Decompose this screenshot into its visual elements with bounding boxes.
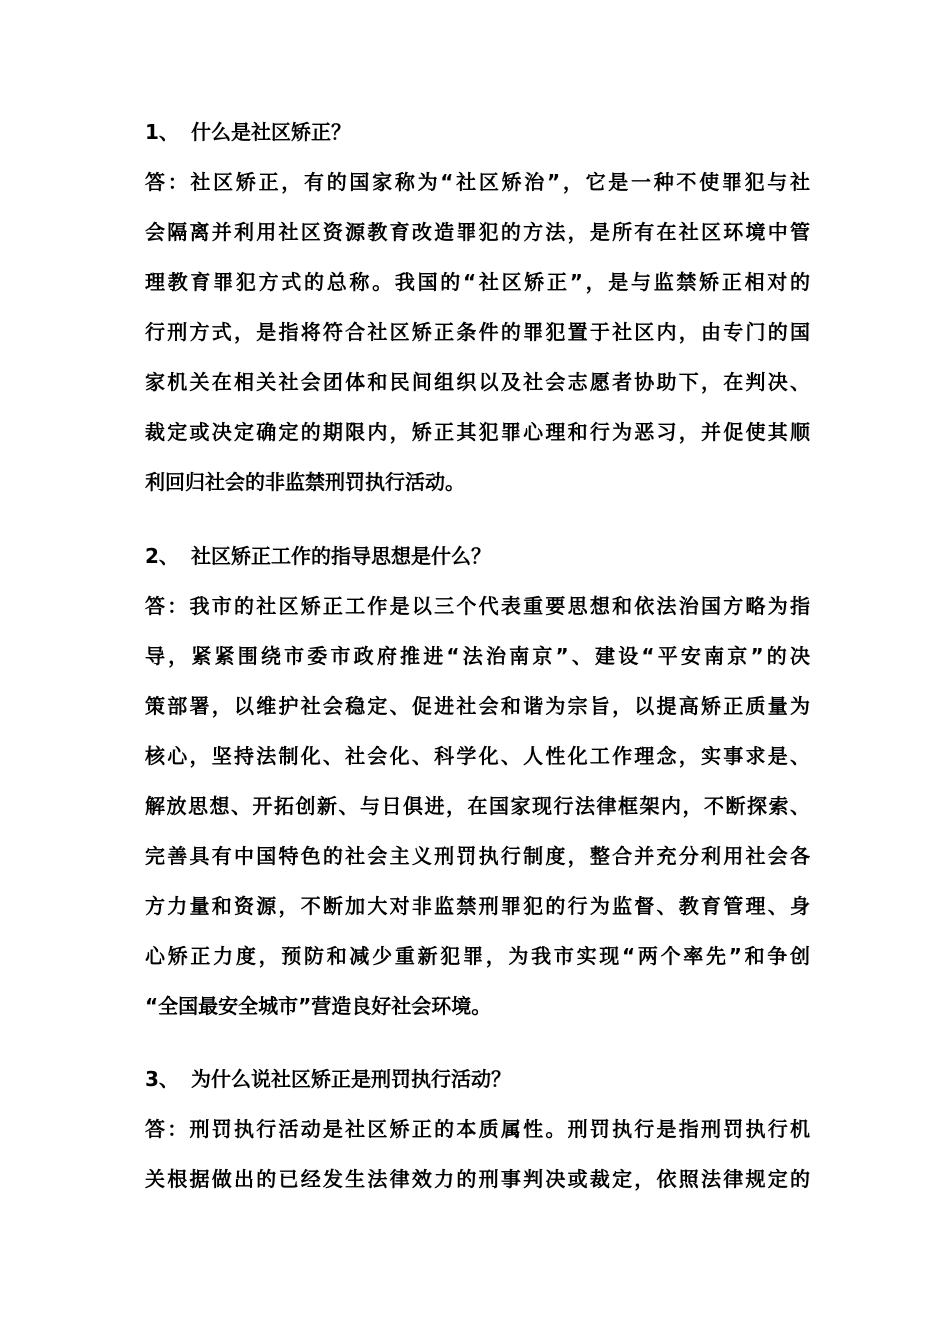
question-text: 社区矫正工作的指导思想是什么？ (191, 544, 491, 568)
answer-line: 家机关在相关社会团体和民间组织以及社会志愿者协助下，在判决、 (145, 370, 810, 394)
answer-line: 心矫正力度，预防和减少重新犯罪，为我市实现“两个率先”和争创 (145, 944, 810, 968)
answer-line: 完善具有中国特色的社会主义刑罚执行制度，整合并充分利用社会各 (145, 844, 810, 868)
section-gap (145, 1031, 810, 1054)
answer-line: 答：刑罚执行活动是社区矫正的本质属性。刑罚执行是指刑罚执行机 (145, 1117, 810, 1141)
question-text: 什么是社区矫正？ (191, 120, 351, 144)
answer-1 (145, 157, 810, 507)
question-number: 3、 (145, 1067, 179, 1091)
question-3 (145, 1054, 810, 1104)
answer-line: 理教育罪犯方式的总称。我国的“社区矫正”，是与监禁矫正相对的 (145, 270, 810, 294)
answer-line: 答：社区矫正，有的国家称为“社区矫治”，它是一种不使罪犯与社 (145, 170, 810, 194)
answer-line: 方力量和资源，不断加大对非监禁刑罪犯的行为监督、教育管理、身 (145, 894, 810, 918)
question-text: 为什么说社区矫正是刑罚执行活动？ (191, 1067, 511, 1091)
answer-3 (145, 1104, 810, 1204)
question-2 (145, 531, 810, 581)
answer-line: 解放思想、开拓创新、与日俱进，在国家现行法律框架内，不断探索、 (145, 794, 810, 818)
answer-line: 会隔离并利用社区资源教育改造罪犯的方法，是所有在社区环境中管 (145, 220, 810, 244)
answer-line: 策部署，以维护社会稳定、促进社会和谐为宗旨，以提高矫正质量为 (145, 694, 810, 718)
answer-line: 关根据做出的已经发生法律效力的刑事判决或裁定，依照法律规定的 (145, 1167, 810, 1191)
question-1 (145, 107, 810, 157)
question-number: 1、 (145, 120, 179, 144)
answer-line: “全国最安全城市”营造良好社会环境。 (145, 994, 492, 1018)
answer-line: 核心，坚持法制化、社会化、科学化、人性化工作理念，实事求是、 (145, 744, 810, 768)
answer-line: 导，紧紧围绕市委市政府推进“法治南京”、建设“平安南京”的决 (145, 644, 810, 668)
answer-2 (145, 581, 810, 1031)
answer-line: 裁定或决定确定的期限内，矫正其犯罪心理和行为恶习，并促使其顺 (145, 420, 810, 444)
question-number: 2、 (145, 544, 179, 568)
section-gap (145, 507, 810, 531)
answer-line: 答：我市的社区矫正工作是以三个代表重要思想和依法治国方略为指 (145, 594, 810, 618)
document-page (145, 107, 810, 1204)
answer-line: 行刑方式，是指将符合社区矫正条件的罪犯置于社区内，由专门的国 (145, 320, 810, 344)
answer-line: 利回归社会的非监禁刑罚执行活动。 (145, 470, 465, 494)
